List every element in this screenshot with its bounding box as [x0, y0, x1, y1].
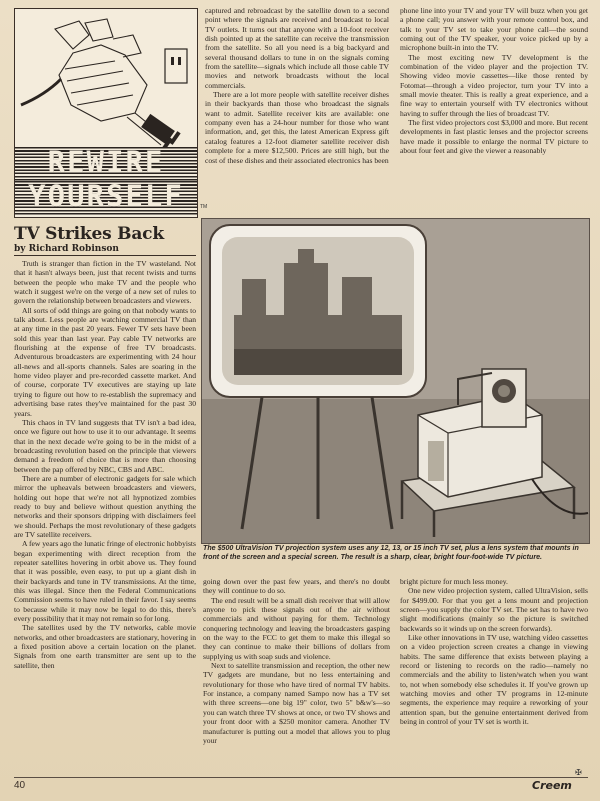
paragraph: This chaos in TV land suggests that TV isn't a bad idea, once we figure out how to use it to our advantage. It seems that in the next decade we're going to be in the midst of a broadcasting revolution based on the principle that viewers demand a freedom of choice that is more than choosing between the pap offered by NBC, CBS and ABC. — [14, 417, 196, 474]
byline-rule — [14, 255, 196, 256]
paragraph: Next to satellite transmission and reception, the other new TV gadgets are mundane, but no less entertaining and revolutionary for those who have tired of normal TV habits. For instance, a company named Sampo now has a TV set with three screens—one big 19" color, two 5" b&w's—so you can watch three TV shows at once, or two TV shows and your front door with a $250 monitor camera. Another TV manufacturer is putting out a model that allows you to plug your — [203, 661, 390, 745]
paragraph: captured and rebroadcast by the satellite down to a second point where the signals are received and broadcast to local TV outlets. It turns out that anyone with a 10-foot receiver dish pointed up at the satellite can receive the transmission from the satellite. So all you need is a big backyard and several thousand dollars to tune in on the signals coming from the satellite—signals which include all those cable TV movies and network broadcasts without the local commercials. — [205, 6, 389, 90]
paragraph: There are a number of electronic gadgets for sale which mirror the upheavals between broadcasters and viewers, holding out hope that we're not all hypnotized zombies ready to buy and believe without question anything the networks and their sponsors dripping with disclaimers feel we should. Perhaps the most revolutionary of these gadgets are TV satellite receivers. — [14, 473, 196, 539]
paragraph: bright picture for much less money. — [400, 577, 508, 586]
paragraph: The satellites used by the TV networks, cable movie networks, and other broadcasters are stationary, hovering in a fixed position above a certain location on the planet. Signals from one earth transmitter are sent up to the satellite, then — [14, 623, 196, 670]
rewire-yourself-logo — [14, 8, 198, 218]
paragraph: going down over the past few years, and there's no doubt they will continue to do so. — [203, 577, 390, 596]
paragraph: One new video projection system, called UltraVision, sells for $499.00. For that you get a lens mount and projection screen—you supply the color TV set. The set has to have two slight modifications (mainly so the picture is switched backwards so it winds up on the screen forwards). — [400, 586, 588, 633]
column-4 — [203, 577, 390, 775]
byline: by Richard Robinson — [14, 244, 119, 254]
paragraph: The most exciting new TV development is the combination of the video player and the projection TV. Showing video movie cassettes—like those rented by Fotomat—through a video projector, turn your TV into a small movie theater. This is really a great experience, and a fine way to entertain yourself with TV electronics without having to suffer through the lies of broadcast TV. — [400, 52, 588, 118]
paragraph: A few years ago the lunatic fringe of electronic hobbyists began experimenting with direct reception from the repeater satellites hovering in orbit above us. They found that it was possible, even easy, to put up a giant dish in their backyards and tune in TV transmissions. At the time, this was illegal. Since then the Federal Communications Commission seems to have ruled in their favor. I say seems to because while it may now be legal to do this, there's every possibility that it may not remain so for long. — [14, 539, 196, 624]
trademark-mark: TM — [200, 204, 208, 210]
paragraph: All sorts of odd things are going on that nobody wants to talk about. Less people are watching commercial TV than at any time in the past 20 years. Fewer TV sets have been sold this year than last year. Pay cable TV networks are flourishing at the expense of free TV broadcasts. Adventurous broadcasters are experimenting with 24 hour all-news and all-sports channels. Sales are soaring in the home video player and pre-recorded cassette market. And of course, corporate TV executives are staying up late trying to figure out how to re-establish the supremacy and advertising base rates they've maintained for the past 30 years. — [14, 305, 196, 418]
paragraph: The first video projectors cost $3,000 and more. But recent developments in fast plastic lenses and the projector screens have made it possible to enlarge the normal TV picture to about four feet and give the viewer a reasonably — [400, 118, 588, 156]
headline: TV Strikes Back — [14, 224, 164, 244]
logo-word-yourself: YOURSELF — [28, 179, 184, 213]
masthead-logo: Creem — [532, 779, 572, 792]
column-1 — [14, 259, 196, 775]
column-3 — [400, 6, 588, 214]
logo-word-rewire: REWIRE — [47, 145, 165, 179]
photo-caption: The $500 UltraVision TV projection system uses any 12, 13, or 15 inch TV set, plus a lens system that mounts in front of the screen and a special screen. The result is a sharp, clear, bright four-foot-wide TV picture. — [203, 544, 579, 561]
end-mark-icon: ✠ — [575, 768, 582, 777]
projection-tv-photo — [201, 218, 590, 544]
column-2 — [205, 6, 389, 214]
paragraph: There are a lot more people with satellite receiver dishes in their backyards than those who broadcast the signals want to admit. Satellite receiver kits are available: one company even has a 24-hour number for those who want information, and, get this, the latest American Express gift catalog features a 12-foot diameter satellite receiver dish complete for a mere $12,500. Prices are still high, but the cost of these dishes and their associated electronics has been — [205, 90, 389, 165]
paragraph: Truth is stranger than fiction in the TV wasteland. Not that it hasn't always been, just that recent twists and turns between the people who make TV and the people who watch it suggest we're on the verge of a new set of rules to govern the relationship between broadcasters and viewers. — [14, 259, 196, 306]
footer-rule — [14, 777, 588, 778]
paragraph: The end result will be a small dish receiver that will allow anyone to pick these signals out of the air without commercials and without paying for them. Technology conquering technology and leaving the broadcasters gasping on the way to the FCC to get them to make this illegal so they can continue to make their billions of dollars from supplying us with soap suds and violence. — [203, 595, 390, 661]
paragraph: Like other innovations in TV use, watching video cassettes on a video projection screen creates a change in viewing habits. The same difference that exists between playing a record or listening to records on the radio—namely no commercials and the ability to listen/watch when you want to, not when somebody else schedules it. If you've grown up watching movies and other TV programs in 12-minute segments, the experience may require a reworking of your attention span, but the genuine entertainment derived from being in control of your TV set is worth it. — [400, 633, 588, 727]
page-number: 40 — [14, 780, 26, 791]
paragraph: phone line into your TV and your TV will buzz when you get a phone call; you answer with your remote control box, and talk to your TV set to take your phone call—the sound coming out of the TV speaker, your voice picked up by a microphone built-in into the TV. — [400, 6, 588, 53]
column-5 — [400, 577, 588, 775]
photo-illustration — [202, 219, 589, 543]
